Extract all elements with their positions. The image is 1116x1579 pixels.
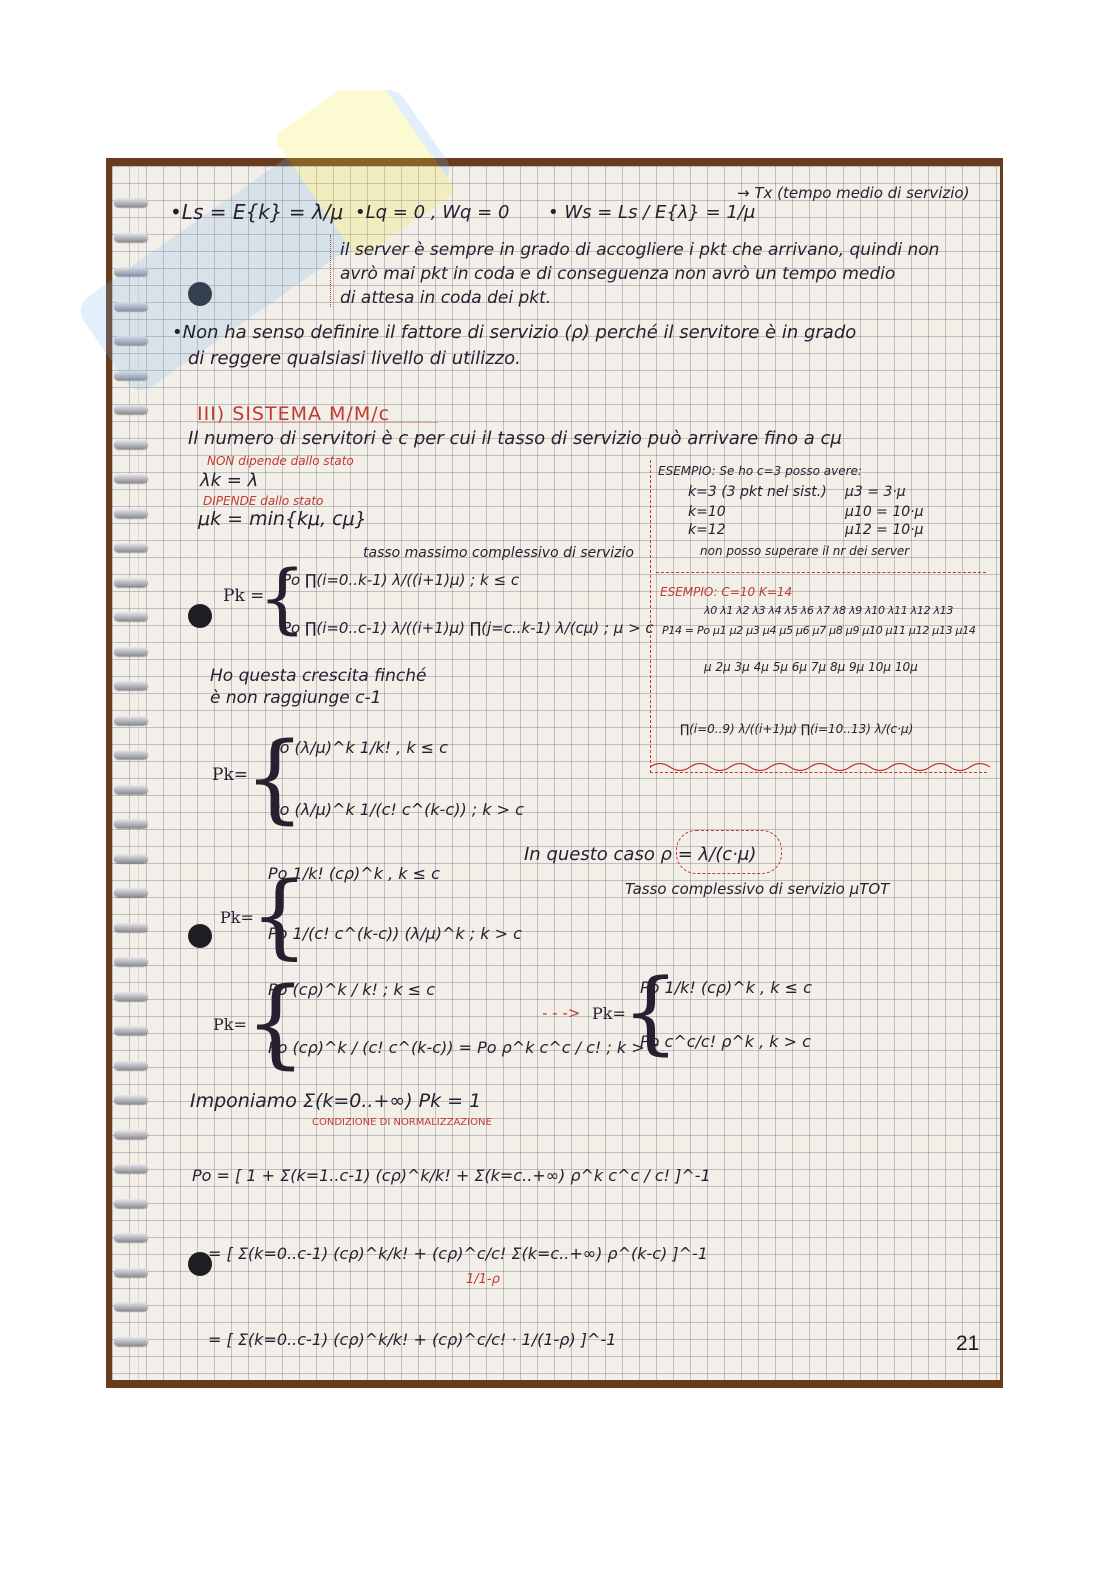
p0-formula-3: = [ Σ(k=0..c-1) (cρ)^k/k! + (cρ)^c/c! · 1/(1-ρ) ]^-1 <box>208 1330 617 1349</box>
binding-ring <box>114 440 148 449</box>
binding-ring <box>114 1233 148 1242</box>
brace: { <box>245 967 307 1079</box>
ls-formula: •Ls = E{k} = λ/μ <box>170 200 344 224</box>
ws-formula: • Ws = Ls / E{λ} = 1/μ <box>548 202 756 223</box>
example-2-title: ESEMPIO: C=10 K=14 <box>660 585 793 599</box>
annotation-guide <box>330 235 332 307</box>
binding-ring <box>114 1337 148 1346</box>
binding-ring <box>114 543 148 552</box>
rho-note-line-1: •Non ha senso definire il fattore di servizio (ρ) perché il servitore è in grado <box>172 322 857 343</box>
binding-ring <box>114 474 148 483</box>
pk-label: Pk= <box>212 765 248 785</box>
server-note-line-3: di attesa in coda dei pkt. <box>340 288 552 308</box>
binding-ring <box>114 819 148 828</box>
pk-product-case-2: Po ∏(i=0..c-1) λ/((i+1)μ) ∏(j=c..k-1) λ/(cμ) ; μ > c <box>282 619 654 637</box>
p0-formula-2: = [ Σ(k=0..c-1) (cρ)^k/k! + (cρ)^c/c! Σ(k=c..+∞) ρ^(k-c) ]^-1 <box>208 1244 708 1263</box>
page-number: 21 <box>956 1332 980 1355</box>
impose-normalization: Imponiamo Σ(k=0..+∞) Pk = 1 <box>190 1090 482 1112</box>
binding-ring <box>114 923 148 932</box>
binding-ring <box>114 405 148 414</box>
binding-ring <box>114 1061 148 1070</box>
server-note-line-1: il server è sempre in grado di accogliere i pkt che arrivano, quindi non <box>340 240 940 260</box>
example-2-mus: P14 = Po μ1 μ2 μ3 μ4 μ5 μ6 μ7 μ8 μ9 μ10 μ11 μ12 μ13 μ14 <box>662 624 976 637</box>
pk-label: Pk= <box>213 1015 247 1034</box>
tx-note: → Tx (tempo medio di servizio) <box>737 184 970 202</box>
server-note-line-2: avrò mai pkt in coda e di conseguenza non avrò un tempo medio <box>340 264 896 284</box>
lq-wq-formula: •Lq = 0 , Wq = 0 <box>355 202 510 223</box>
binding-ring <box>114 681 148 690</box>
section-intro: Il numero di servitori è c per cui il tasso di servizio può arrivare fino a cμ <box>188 428 842 449</box>
mu-note: DIPENDE dallo stato <box>203 494 324 508</box>
brace: { <box>622 960 680 1065</box>
pk-final-a-case-2: Po (cρ)^k / (c! c^(k-c)) = Po ρ^k c^c / c! ; k > c <box>268 1038 659 1057</box>
wavy-divider <box>650 760 990 774</box>
binder-hole <box>188 604 212 628</box>
growth-note-line-2: è non raggiunge c-1 <box>210 688 382 708</box>
binding-ring <box>114 716 148 725</box>
pk-product-case-1: Po ∏(i=0..k-1) λ/((i+1)μ) ; k ≤ c <box>282 571 520 589</box>
example-1-note: non posso superare il nr dei server <box>700 544 910 558</box>
binding-ring <box>114 612 148 621</box>
growth-note-line-1: Ho questa crescita finché <box>210 666 427 686</box>
binder-hole <box>188 924 212 948</box>
example-1-title: ESEMPIO: Se ho c=3 posso avere: <box>658 464 862 478</box>
brace: { <box>250 862 309 969</box>
brace: { <box>258 553 307 642</box>
binding-ring <box>114 1268 148 1277</box>
pk-rho-case-2: Po 1/(c! c^(k-c)) (λ/μ)^k ; k > c <box>268 924 522 943</box>
pk-final-b-case-2: Po c^c/c! ρ^k , k > c <box>640 1032 811 1051</box>
binding-ring <box>114 647 148 656</box>
rho-case: In questo caso ρ = λ/(c·μ) <box>524 844 757 865</box>
brace: { <box>244 722 306 834</box>
pk-label: Pk= <box>220 908 254 927</box>
p0-geometric-note: 1/1-ρ <box>466 1272 500 1287</box>
pk-power-case-1: Po (λ/μ)^k 1/k! , k ≤ c <box>270 738 448 757</box>
normalization-label: CONDIZIONE DI NORMALIZZAZIONE <box>312 1117 492 1128</box>
example-1-row-right: μ3 = 3·μ <box>845 484 906 500</box>
pk-label: Pk= <box>592 1004 626 1023</box>
rho-note-line-2: di reggere qualsiasi livello di utilizzo. <box>188 348 521 369</box>
binding-ring <box>114 750 148 759</box>
example-1-row-left: k=10 <box>688 504 726 520</box>
implies-arrow: - - -> <box>542 1004 581 1022</box>
example-separator <box>656 572 986 573</box>
p0-formula-1: Po = [ 1 + Σ(k=1..c-1) (cρ)^k/k! + Σ(k=c..+∞) ρ^k c^c / c! ]^-1 <box>192 1166 711 1185</box>
pk-final-a-case-1: Po (cρ)^k / k! ; k ≤ c <box>268 980 436 999</box>
pk-rho-case-1: Po 1/k! (cρ)^k , k ≤ c <box>268 864 440 883</box>
rho-case-note: Tasso complessivo di servizio μTOT <box>625 880 890 898</box>
example-1-row-left: k=3 (3 pkt nel sist.) <box>688 484 827 500</box>
pk-power-case-2: Po (λ/μ)^k 1/(c! c^(k-c)) ; k > c <box>270 800 524 819</box>
mu-formula: μk = min{kμ, cμ} <box>198 508 367 530</box>
lambda-formula: λk = λ <box>200 470 259 491</box>
binding-ring <box>114 888 148 897</box>
example-1-row-right: μ12 = 10·μ <box>845 522 924 538</box>
example-1-row-left: k=12 <box>688 522 726 538</box>
example-1-row-right: μ10 = 10·μ <box>845 504 924 520</box>
example-2-values: μ 2μ 3μ 4μ 5μ 6μ 7μ 8μ 9μ 10μ 10μ <box>704 660 918 674</box>
rho-highlight <box>676 830 782 874</box>
binding-ring <box>114 785 148 794</box>
binding-ring <box>114 1026 148 1035</box>
title-underline <box>198 422 438 423</box>
binding-ring <box>114 1302 148 1311</box>
binding-ring <box>114 1095 148 1104</box>
example-2-product: ∏(i=0..9) λ/((i+1)μ) ∏(i=10..13) λ/(c·μ) <box>680 722 914 736</box>
binding-ring <box>114 509 148 518</box>
section-title: III) SISTEMA M/M/c <box>197 403 391 425</box>
binding-ring <box>114 1199 148 1208</box>
binding-ring <box>114 854 148 863</box>
binding-ring <box>114 957 148 966</box>
example-2-lambdas: λ0 λ1 λ2 λ3 λ4 λ5 λ6 λ7 λ8 λ9 λ10 λ11 λ12 λ13 <box>704 604 954 617</box>
binding-ring <box>114 1164 148 1173</box>
binding-ring <box>114 1130 148 1139</box>
lambda-note: NON dipende dallo stato <box>207 454 354 468</box>
binding-ring <box>114 578 148 587</box>
binding-ring <box>114 992 148 1001</box>
mu-max-note: tasso massimo complessivo di servizio <box>363 545 634 561</box>
pk-final-b-case-1: Po 1/k! (cρ)^k , k ≤ c <box>640 978 812 997</box>
pk-label: Pk = <box>223 586 265 606</box>
